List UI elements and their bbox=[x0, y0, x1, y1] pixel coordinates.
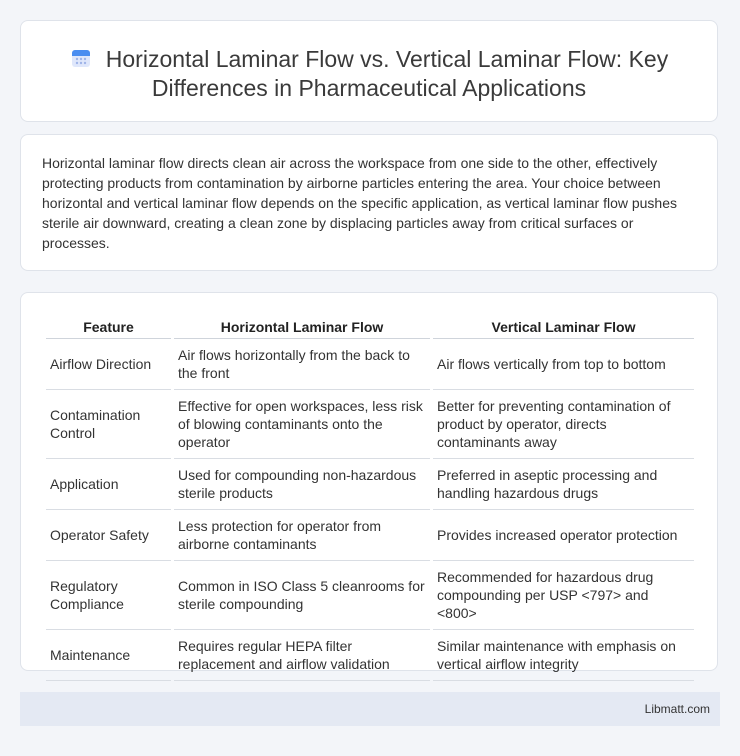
calendar-icon bbox=[70, 47, 92, 69]
header-feature: Feature bbox=[46, 315, 171, 339]
horizontal-cell: Common in ISO Class 5 cleanrooms for sterile compounding bbox=[174, 561, 430, 630]
feature-cell: Operator Safety bbox=[46, 510, 171, 561]
feature-cell: Maintenance bbox=[46, 630, 171, 681]
footer-site-link[interactable]: Libmatt.com bbox=[644, 702, 710, 716]
table-row bbox=[46, 339, 694, 390]
header-horizontal: Horizontal Laminar Flow bbox=[174, 315, 430, 339]
table-row bbox=[46, 390, 694, 459]
comparison-card bbox=[20, 292, 718, 671]
horizontal-cell: Air flows horizontally from the back to the front bbox=[174, 339, 430, 390]
vertical-cell: Similar maintenance with emphasis on vertical airflow integrity bbox=[433, 630, 694, 681]
vertical-cell: Preferred in aseptic processing and handling hazardous drugs bbox=[433, 459, 694, 510]
intro-paragraph: Horizontal laminar flow directs clean air across the workspace from one side to the other, effectively protecting products from contamination by airborne particles entering the area. Your choice between horizontal and vertical laminar flow depends on the specific application, as vertical laminar flow pushes sterile air downward, creating a clean zone by displacing particles away from critical surfaces or processes. bbox=[42, 155, 677, 251]
table-row bbox=[46, 630, 694, 681]
vertical-cell: Provides increased operator protection bbox=[433, 510, 694, 561]
horizontal-cell: Requires regular HEPA filter replacement and airflow validation bbox=[174, 630, 430, 681]
page-title: Horizontal Laminar Flow vs. Vertical Laminar Flow: Key Differences in Pharmaceutical Applications bbox=[105, 46, 669, 101]
intro-card bbox=[20, 134, 718, 271]
horizontal-cell: Used for compounding non-hazardous sterile products bbox=[174, 459, 430, 510]
title-card bbox=[20, 20, 718, 122]
vertical-cell: Air flows vertically from top to bottom bbox=[433, 339, 694, 390]
table-row bbox=[46, 561, 694, 630]
vertical-cell: Recommended for hazardous drug compounding per USP <797> and <800> bbox=[433, 561, 694, 630]
table-row bbox=[46, 459, 694, 510]
vertical-cell: Better for preventing contamination of product by operator, directs contaminants away bbox=[433, 390, 694, 459]
horizontal-cell: Effective for open workspaces, less risk of blowing contaminants onto the operator bbox=[174, 390, 430, 459]
page-title-wrap bbox=[21, 45, 717, 103]
horizontal-cell: Less protection for operator from airborne contaminants bbox=[174, 510, 430, 561]
footer-bar bbox=[20, 692, 720, 726]
comparison-table bbox=[43, 315, 697, 681]
table-row bbox=[46, 510, 694, 561]
feature-cell: Regulatory Compliance bbox=[46, 561, 171, 630]
feature-cell: Airflow Direction bbox=[46, 339, 171, 390]
feature-cell: Application bbox=[46, 459, 171, 510]
header-vertical: Vertical Laminar Flow bbox=[433, 315, 694, 339]
feature-cell: Contamination Control bbox=[46, 390, 171, 459]
table-header-row bbox=[46, 315, 694, 339]
